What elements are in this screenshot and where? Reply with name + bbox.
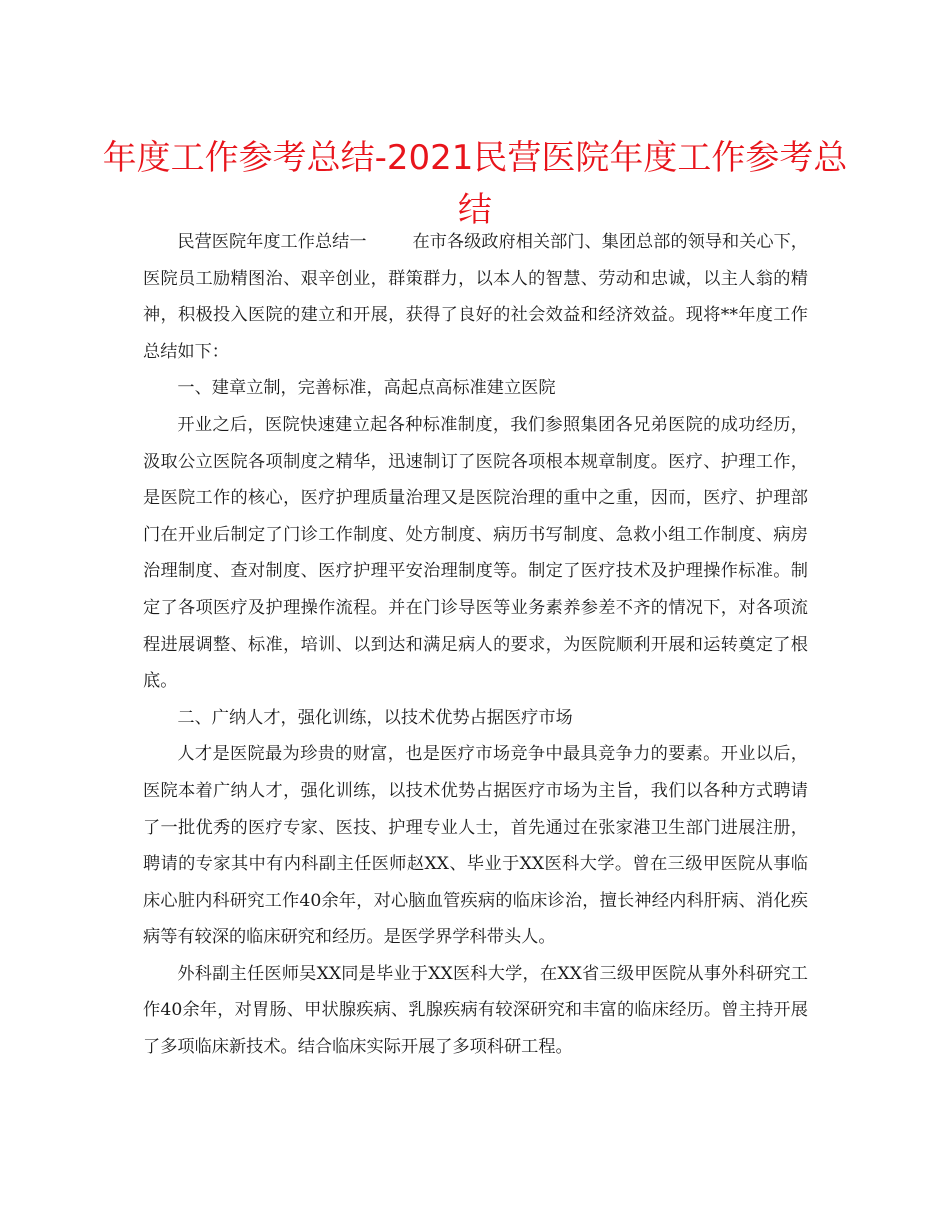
- document-title: 年度工作参考总结-2021民营医院年度工作参考总结: [102, 138, 848, 230]
- section-paragraph-1: 开业之后，医院快速建立起各种标准制度，我们参照集团各兄弟医院的成功经历，汲取公立医院各项制度之精华，迅速制订了医院各项根本规章制度。医疗、护理工作，是医院工作的核心，医疗护理质量治理又是医院治理的重中之重，因而，医疗、护理部门在开业后制定了门诊工作制度、处方制度、病历书写制度、急救小组工作制度、病房治理制度、查对制度、医疗护理平安治理制度等。制定了医疗技术及护理操作标准。制定了各项医疗及护理操作流程。并在门诊导医等业务素养参差不齐的情况下，对各项流程进展调整、标准，培训、以到达和满足病人的要求，为医院顺利开展和运转奠定了根底。: [143, 414, 808, 692]
- document-body: [143, 224, 808, 1066]
- intro-paragraph: [143, 224, 808, 370]
- section-heading-2: 二、广纳人才，强化训练，以技术优势占据医疗市场: [177, 707, 573, 728]
- intro-text: 在市各级政府相关部门、集团总部的领导和关心下，医院员工励精图治、艰辛创业，群策群力，以本人的智慧、劳动和忠诚，以主人翁的精神，积极投入医院的建立和开展，获得了良好的社会效益和经济效益。现将**年度工作总结如下：: [143, 232, 808, 362]
- section-paragraph-3: 外科副主任医师吴XX同是毕业于XX医科大学，在XX省三级甲医院从事外科研究工作40余年，对胃肠、甲状腺疾病、乳腺疾病有较深研究和丰富的临床经历。曾主持开展了多项临床新技术。结合临床实际开展了多项科研工程。: [143, 963, 808, 1058]
- section-paragraph-2: 人才是医院最为珍贵的财富，也是医疗市场竞争中最具竞争力的要素。开业以后，医院本着广纳人才，强化训练，以技术优势占据医疗市场为主旨，我们以各种方式聘请了一批优秀的医疗专家、医技、护理专业人士，首先通过在张家港卫生部门进展注册，聘请的专家其中有内科副主任医师赵XX、毕业于XX医科大学。曾在三级甲医院从事临床心脏内科研究工作40余年，对心脑血管疾病的临床诊治，擅长神经内科肝病、消化疾病等有较深的临床研究和经历。是医学界学科带头人。: [143, 744, 808, 948]
- section-heading-1: 一、建章立制，完善标准，高起点高标准建立医院: [177, 378, 556, 399]
- intro-heading: 民营医院年度工作总结一: [177, 232, 367, 252]
